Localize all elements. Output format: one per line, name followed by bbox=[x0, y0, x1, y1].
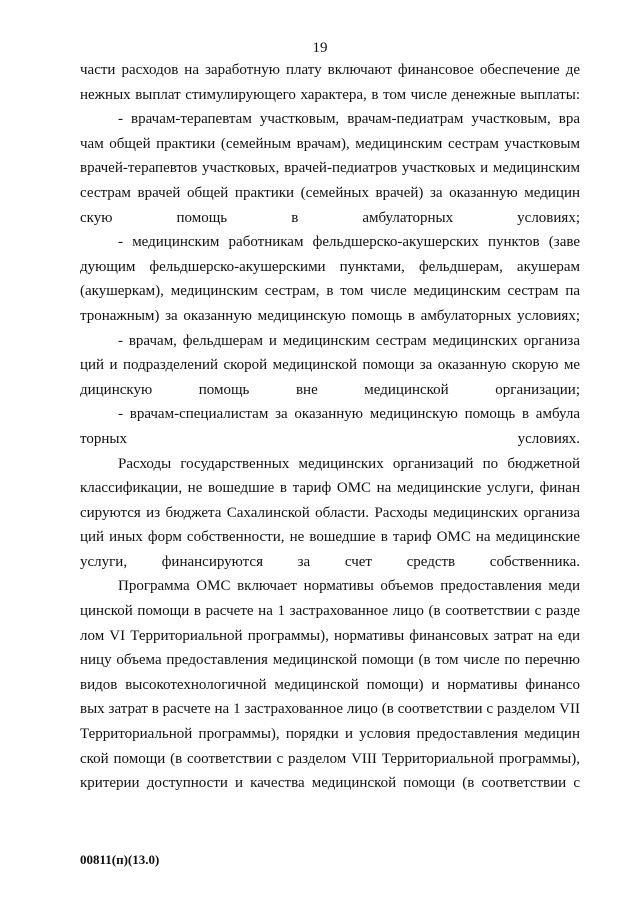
text-line: видов высокотехнологичной медицинской помощи) и нормативы финансо bbox=[80, 676, 580, 693]
text-line: Территориальной программы), порядки и условия предоставления медицин bbox=[80, 726, 580, 743]
text-line: (акушеркам), медицинским сестрам, в том числе медицинским сестрам па bbox=[80, 283, 580, 300]
text-line: Расходы государственных медицинских организаций по бюджетной bbox=[118, 455, 580, 472]
text-line: сестрам врачей общей практики (семейных врачей) за оказанную медицин bbox=[80, 184, 580, 201]
text-line: врачей-терапевтов участковых, врачей-педиатров участковых и медицинским bbox=[80, 160, 580, 177]
text-line: услуги, финансируются за счет средств собственника. bbox=[80, 553, 580, 570]
document-code: 00811(п)(13.0) bbox=[80, 852, 160, 867]
text-line: Программа ОМС включает нормативы объемов предоставления меди bbox=[118, 578, 580, 595]
text-line: ций иных форм собственности, не вошедшие в тариф ОМС на медицинские bbox=[80, 529, 580, 546]
text-line: тронажным) за оказанную медицинскую помощь в амбулаторных условиях; bbox=[80, 307, 580, 324]
text-line: дицинскую помощь вне медицинской организации; bbox=[80, 381, 580, 398]
paragraph-continuation bbox=[80, 58, 580, 107]
text-line: части расходов на заработную плату включают финансовое обеспечение де bbox=[80, 62, 580, 78]
text-line: цинской помощи в расчете на 1 застрахованное лицо (в соответствии с разде bbox=[80, 603, 580, 620]
text-line: - врачам, фельдшерам и медицинским сестрам медицинских организа bbox=[118, 332, 580, 349]
text-line: нежных выплат стимулирующего характера, в том числе денежные выплаты: bbox=[80, 86, 580, 103]
text-line: - врачам-специалистам за оказанную медицинскую помощь в амбула bbox=[118, 406, 580, 423]
paragraph-list-item bbox=[80, 329, 580, 403]
text-line: ций и подразделений скорой медицинской помощи за оказанную скорую ме bbox=[80, 357, 580, 374]
text-line: сируются из бюджета Сахалинской области. Расходы медицинских организа bbox=[80, 504, 580, 521]
paragraph-list-item bbox=[80, 402, 580, 451]
text-line: - медицинским работникам фельдшерско-акушерских пунктов (заве bbox=[118, 234, 580, 251]
text-line: чам общей практики (семейным врачам), медицинским сестрам участковым bbox=[80, 135, 580, 152]
text-line: лом VI Территориальной программы), нормативы финансовых затрат на еди bbox=[80, 627, 580, 644]
text-line: ской помощи (в соответствии с разделом VIII Территориальной программы), bbox=[80, 750, 580, 767]
paragraph-list-item bbox=[80, 230, 580, 328]
text-line: вых затрат в расчете на 1 застрахованное лицо (в соответствии с разделом VII bbox=[80, 701, 580, 718]
body-text bbox=[80, 58, 580, 796]
text-line: - врачам-терапевтам участковым, врачам-педиатрам участковым, вра bbox=[118, 111, 580, 128]
paragraph-list-item bbox=[80, 107, 580, 230]
page-number: 19 bbox=[312, 40, 328, 56]
text-line: торных условиях. bbox=[80, 430, 580, 447]
text-line: критерии доступности и качества медицинской помощи (в соответствии с bbox=[80, 775, 580, 792]
text-line: дующим фельдшерско-акушерскими пунктами, фельдшерам, акушерам bbox=[80, 258, 580, 275]
paragraph bbox=[80, 574, 580, 795]
text-line: классификации, не вошедшие в тариф ОМС на медицинские услуги, финан bbox=[80, 480, 580, 497]
text-line: ницу объема предоставления медицинской помощи (в том числе по перечню bbox=[80, 652, 580, 669]
paragraph bbox=[80, 452, 580, 575]
text-line: скую помощь в амбулаторных условиях; bbox=[80, 209, 580, 226]
